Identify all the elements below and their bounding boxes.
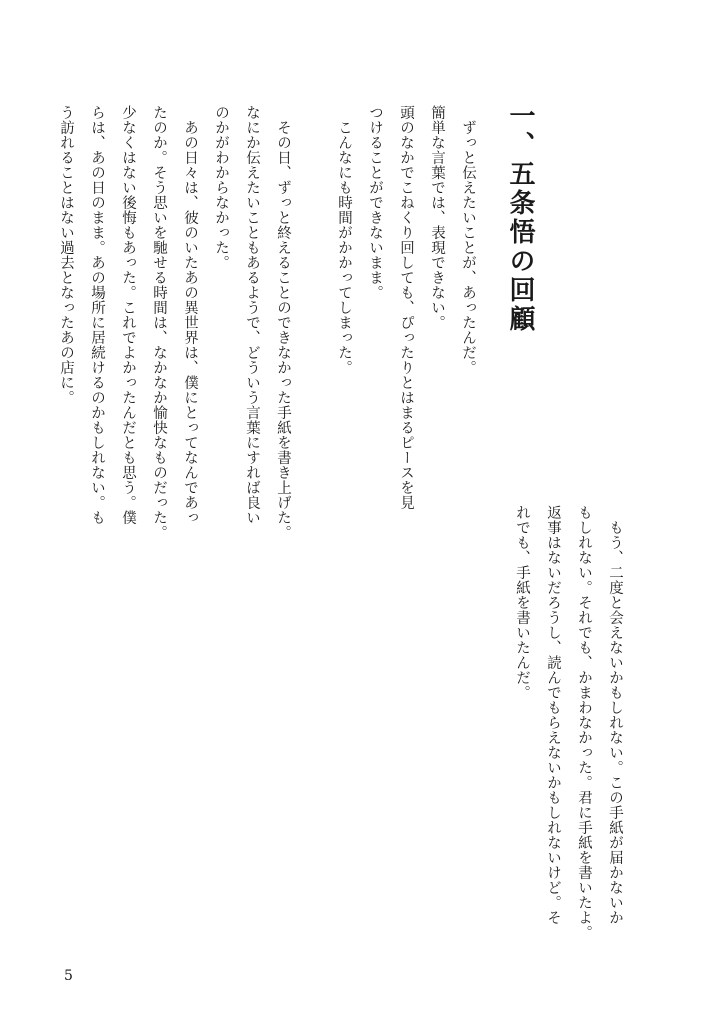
paragraph-block-letter: その日、ずっと終えることのできなかった手紙を書き上げた。 なにか伝えたいこともあるようで、どういう言葉にすれば良い のかがわからなかった。 あの日々は、彼のいたあの異世界は、僕にとってなんであっ たのか。そう思いを馳せる時間は、なかなか愉快なものだった。 少なくはない後悔もあった。これでよかったんだとも思う。僕 らは、あの日のまま。あの場所に居続けるのかもしれない。も う訪れることはない過去となったあの店に。 [58, 105, 291, 540]
paragraph-block-opening: ずっと伝えたいことが、あったんだ。 簡単な言葉では、表現できない。 頭のなかでこねくり回しても、ぴったりとはまるピースを見 つけることができないまま。 こんなにも時間がかかってしまった。 [336, 105, 476, 510]
page-number: 5 [64, 968, 73, 984]
chapter-title: 一、五条悟の回顧 [505, 102, 535, 334]
paragraph-block-closing: もう、二度と会えないかもしれない。この手紙が届かないか もしれない。それでも、かまわなかった。君に手紙を書いたよ。 返事はないだろうし、読んでもらえないかもしれないけど。そ れでも、手紙を書いたんだ。 [514, 505, 623, 940]
